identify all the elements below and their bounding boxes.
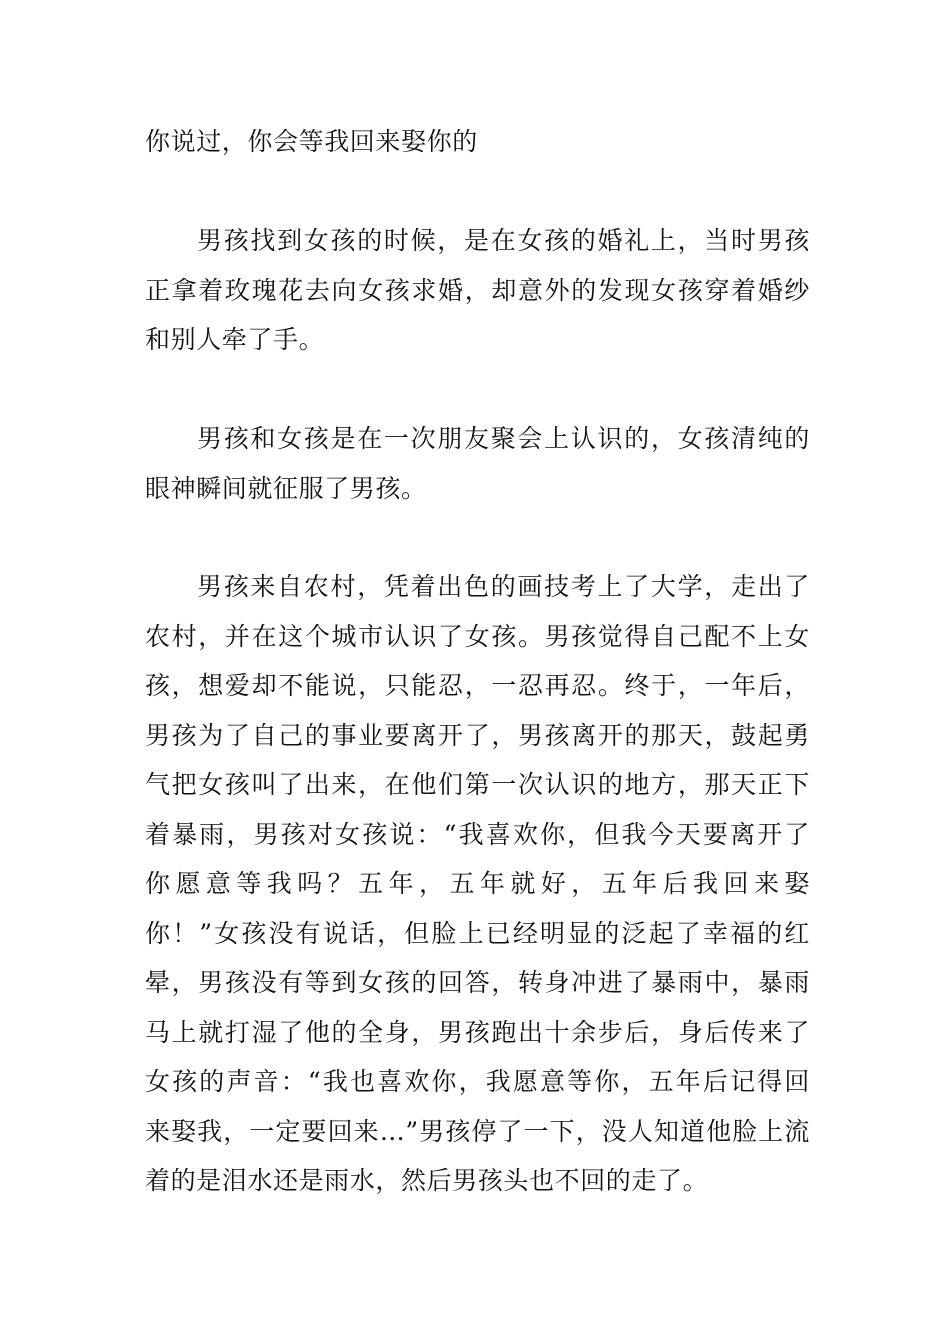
paragraph-3 xyxy=(145,562,810,1206)
text-line: 女孩的声音：“我也喜欢你，我愿意等你，五年后记得回 xyxy=(145,1067,810,1096)
text-line: 农村，并在这个城市认识了女孩。男孩觉得自己配不上女 xyxy=(145,621,810,651)
text-line: 男孩找到女孩的时候，是在女孩的婚礼上，当时男孩 xyxy=(197,226,810,255)
text-line: 晕，男孩没有等到女孩的回答，转身冲进了暴雨中，暴雨 xyxy=(145,968,810,997)
text-line: 男孩为了自己的事业要离开了，男孩离开的那天，鼓起勇 xyxy=(145,720,810,750)
text-line: 着暴雨，男孩对女孩说：“我喜欢你，但我今天要离开了 xyxy=(145,819,810,849)
text-line: 孩，想爱却不能说，只能忍，一忍再忍。终于，一年后， xyxy=(145,671,810,700)
text-line: 男孩和女孩是在一次朋友聚会上认识的，女孩清纯的 xyxy=(197,424,810,453)
paragraph-2 xyxy=(145,414,810,513)
text-line: 马上就打湿了他的全身，男孩跑出十余步后，身后传来了 xyxy=(145,1017,810,1047)
paragraph-1 xyxy=(145,216,810,365)
text-line: 你愿意等我吗？五年，五年就好，五年后我回来娶 xyxy=(145,869,810,898)
text-line: 眼神瞬间就征服了男孩。 xyxy=(145,473,427,503)
text-line: 正拿着玫瑰花去向女孩求婚，却意外的发现女孩穿着婚纱 xyxy=(145,275,810,305)
text-line: 你说过，你会等我回来娶你的 xyxy=(145,127,478,156)
opening-line xyxy=(145,117,810,167)
text-line: 着的是泪水还是雨水，然后男孩头也不回的走了。 xyxy=(145,1166,709,1195)
text-line: 你！”女孩没有说话，但脸上已经明显的泛起了幸福的红 xyxy=(145,918,810,948)
text-line: 和别人牵了手。 xyxy=(145,325,325,354)
text-line: 男孩来自农村，凭着出色的画技考上了大学，走出了 xyxy=(197,572,810,601)
text-line: 来娶我，一定要回来…”男孩停了一下，没人知道他脸上流 xyxy=(145,1116,810,1146)
text-line: 气把女孩叫了出来，在他们第一次认识的地方，那天正下 xyxy=(145,770,810,799)
